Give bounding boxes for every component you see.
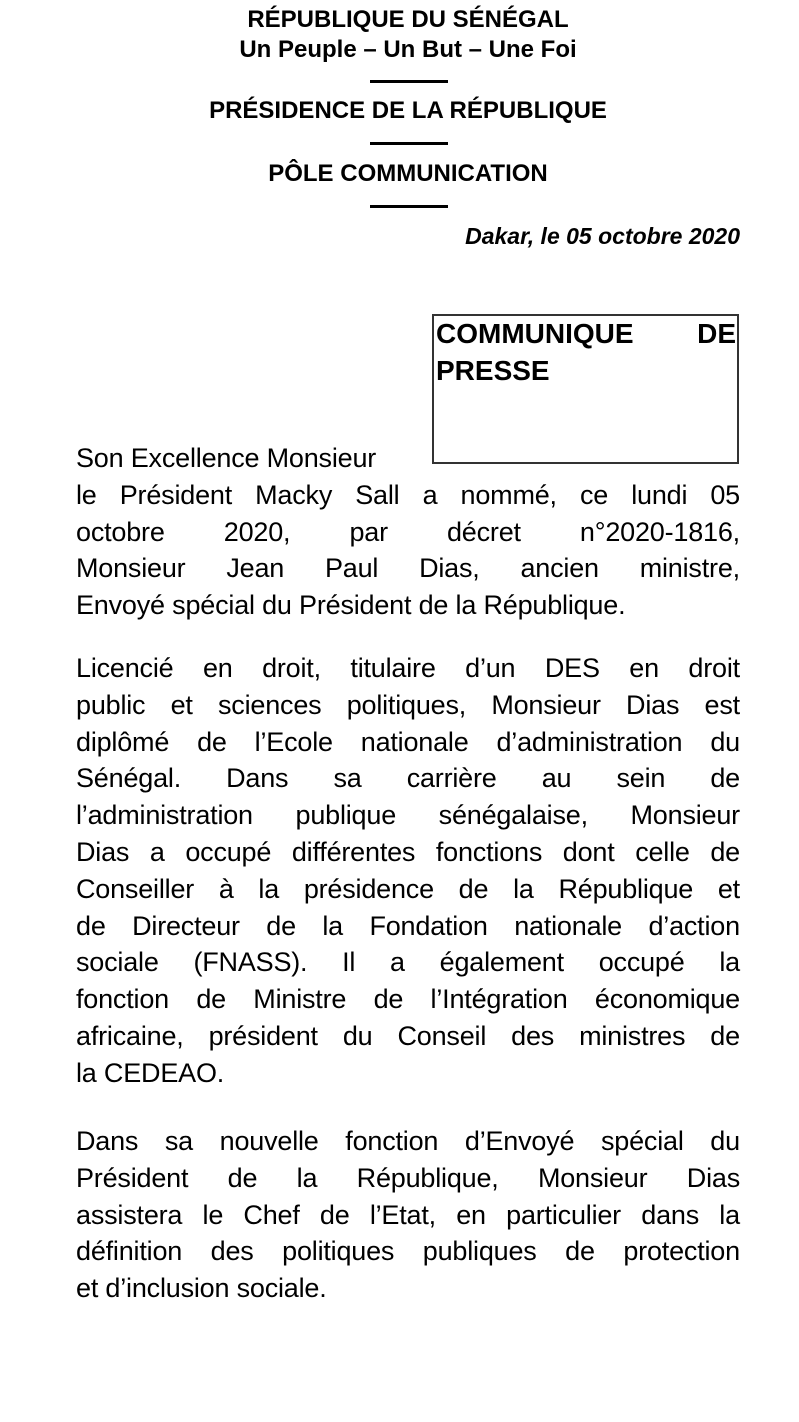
divider: [370, 205, 448, 208]
date-line: Dakar, le 05 octobre 2020: [465, 223, 740, 249]
body-line: le Président Macky Sall a nommé, ce lundi 05: [76, 479, 740, 510]
body-line: Monsieur Jean Paul Dias, ancien ministre,: [76, 553, 740, 584]
body-line: l’administration publique sénégalaise, Monsieur: [76, 800, 740, 831]
body-line: africaine, président du Conseil des ministres de: [76, 1021, 740, 1051]
body-line: et d’inclusion sociale.: [76, 1273, 327, 1304]
divider: [370, 80, 448, 83]
country-name: RÉPUBLIQUE DU SÉNÉGAL: [247, 6, 569, 33]
body-line: Dans sa nouvelle fonction d’Envoyé spécial du: [76, 1126, 740, 1156]
national-motto: Un Peuple – Un But – Une Foi: [239, 36, 577, 63]
press-title-line-1: [436, 316, 736, 352]
body-line: Envoyé spécial du Président de la République.: [76, 590, 626, 621]
institution-name: PRÉSIDENCE DE LA RÉPUBLIQUE: [209, 97, 607, 124]
press-title-line-2: PRESSE: [436, 355, 550, 386]
body-line: Licencié en droit, titulaire d’un DES en droit: [76, 653, 740, 683]
body-line: fonction de Ministre de l’Intégration économique: [76, 984, 740, 1015]
body-line: Sénégal. Dans sa carrière au sein de: [76, 763, 740, 794]
body-line: Président de la République, Monsieur Dias: [76, 1162, 740, 1193]
body-line: la CEDEAO.: [76, 1057, 225, 1088]
press-title-word: DE: [697, 318, 736, 349]
body-line: définition des politiques publiques de protection: [76, 1236, 740, 1267]
body-line: assistera le Chef de l’Etat, en particulier dans la: [76, 1199, 740, 1230]
body-line: sociale (FNASS). Il a également occupé la: [76, 947, 740, 978]
body-line: public et sciences politiques, Monsieur Dias est: [76, 689, 740, 720]
body-line: de Directeur de la Fondation nationale d’action: [76, 910, 740, 941]
body-line: octobre 2020, par décret n°2020-1816,: [76, 516, 740, 547]
body-line: Son Excellence Monsieur: [76, 443, 377, 473]
department-name: PÔLE COMMUNICATION: [268, 160, 548, 187]
press-title-word: COMMUNIQUE: [436, 318, 634, 349]
body-line: diplômé de l’Ecole nationale d’administration du: [76, 726, 740, 757]
divider: [370, 142, 448, 145]
body-line: Conseiller à la présidence de la République et: [76, 873, 740, 904]
body-line: Dias a occupé différentes fonctions dont celle de: [76, 837, 740, 867]
